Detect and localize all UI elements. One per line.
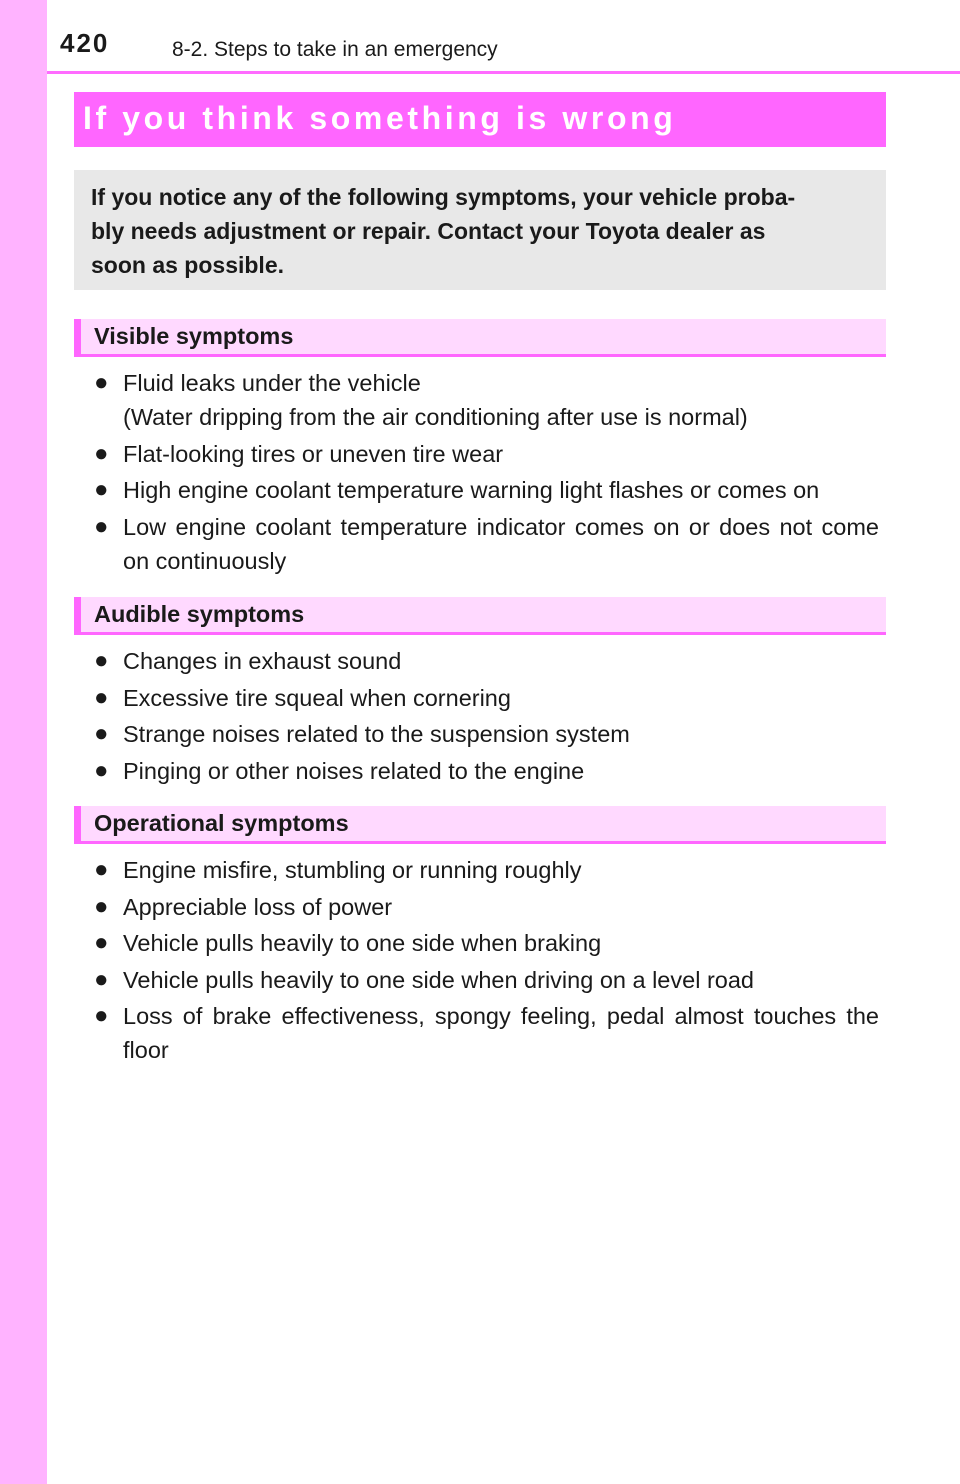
bullet-icon: ●: [94, 756, 109, 784]
section-label: 8-2. Steps to take in an emergency: [172, 38, 498, 61]
list-item: [94, 437, 879, 471]
bullet-icon: ●: [94, 512, 109, 540]
item-text: Changes in exhaust sound: [123, 648, 402, 674]
list-item: [94, 963, 879, 997]
list-item: [94, 681, 879, 715]
item-text: Fluid leaks under the vehicle: [123, 370, 421, 396]
intro-line: If you notice any of the following symptoms, your vehicle proba-: [91, 184, 796, 210]
intro-line: bly needs adjustment or repair. Contact your Toyota dealer as: [91, 218, 766, 244]
subhead-text: Operational symptoms: [94, 810, 349, 836]
page-header: [0, 0, 960, 74]
page-side-strip: [0, 0, 47, 1484]
intro-box: [74, 170, 886, 290]
operational-symptoms-list: [94, 853, 879, 1070]
subhead-audible-symptoms: [74, 597, 886, 635]
list-item: [94, 754, 879, 788]
list-item: [94, 366, 879, 434]
item-note: (Water dripping from the air conditioning after use is normal): [123, 404, 748, 430]
item-text: Engine misfire, stumbling or running roughly: [123, 857, 582, 883]
bullet-icon: ●: [94, 369, 109, 396]
list-item: [94, 853, 879, 887]
list-item: [94, 644, 879, 678]
item-text: Vehicle pulls heavily to one side when braking: [123, 930, 602, 956]
list-item: [94, 473, 879, 507]
item-text: Strange noises related to the suspension system: [123, 721, 630, 747]
subhead-operational-symptoms: [74, 806, 886, 844]
list-item: [94, 926, 879, 960]
list-item: [94, 717, 879, 751]
intro-line: soon as possible.: [91, 252, 284, 278]
bullet-icon: ●: [94, 439, 109, 467]
item-text: Loss of brake effectiveness, spongy feeling, pedal almost touches the floor: [123, 1003, 879, 1063]
bullet-icon: ●: [94, 476, 109, 503]
title-banner: [74, 92, 886, 147]
list-item: [94, 999, 879, 1067]
header-rule: [47, 71, 960, 74]
item-text: Low engine coolant temperature indicator comes on or does not come on continuously: [123, 513, 879, 574]
item-text: Excessive tire squeal when cornering: [123, 684, 511, 711]
bullet-icon: ●: [94, 647, 109, 674]
subhead-visible-symptoms: [74, 319, 886, 357]
page-number: 420: [60, 28, 110, 58]
bullet-icon: ●: [94, 683, 109, 711]
page-title: If you think something is wrong: [83, 100, 677, 136]
bullet-icon: ●: [94, 1002, 109, 1029]
item-text: High engine coolant temperature warning light flashes or comes on: [123, 477, 820, 503]
bullet-icon: ●: [94, 929, 109, 956]
intro-text: [91, 180, 869, 282]
bullet-icon: ●: [94, 892, 109, 920]
item-text: Pinging or other noises related to the engine: [123, 757, 585, 784]
subhead-text: Audible symptoms: [94, 601, 305, 627]
item-text: Flat-looking tires or uneven tire wear: [123, 440, 504, 467]
item-text: Appreciable loss of power: [123, 893, 393, 920]
subhead-text: Visible symptoms: [94, 323, 294, 349]
item-text: Vehicle pulls heavily to one side when driving on a level road: [123, 966, 754, 993]
list-item: [94, 890, 879, 924]
bullet-icon: ●: [94, 720, 109, 747]
audible-symptoms-list: [94, 644, 879, 790]
visible-symptoms-list: [94, 366, 879, 580]
bullet-icon: ●: [94, 856, 109, 883]
bullet-icon: ●: [94, 965, 109, 993]
list-item: [94, 510, 879, 578]
